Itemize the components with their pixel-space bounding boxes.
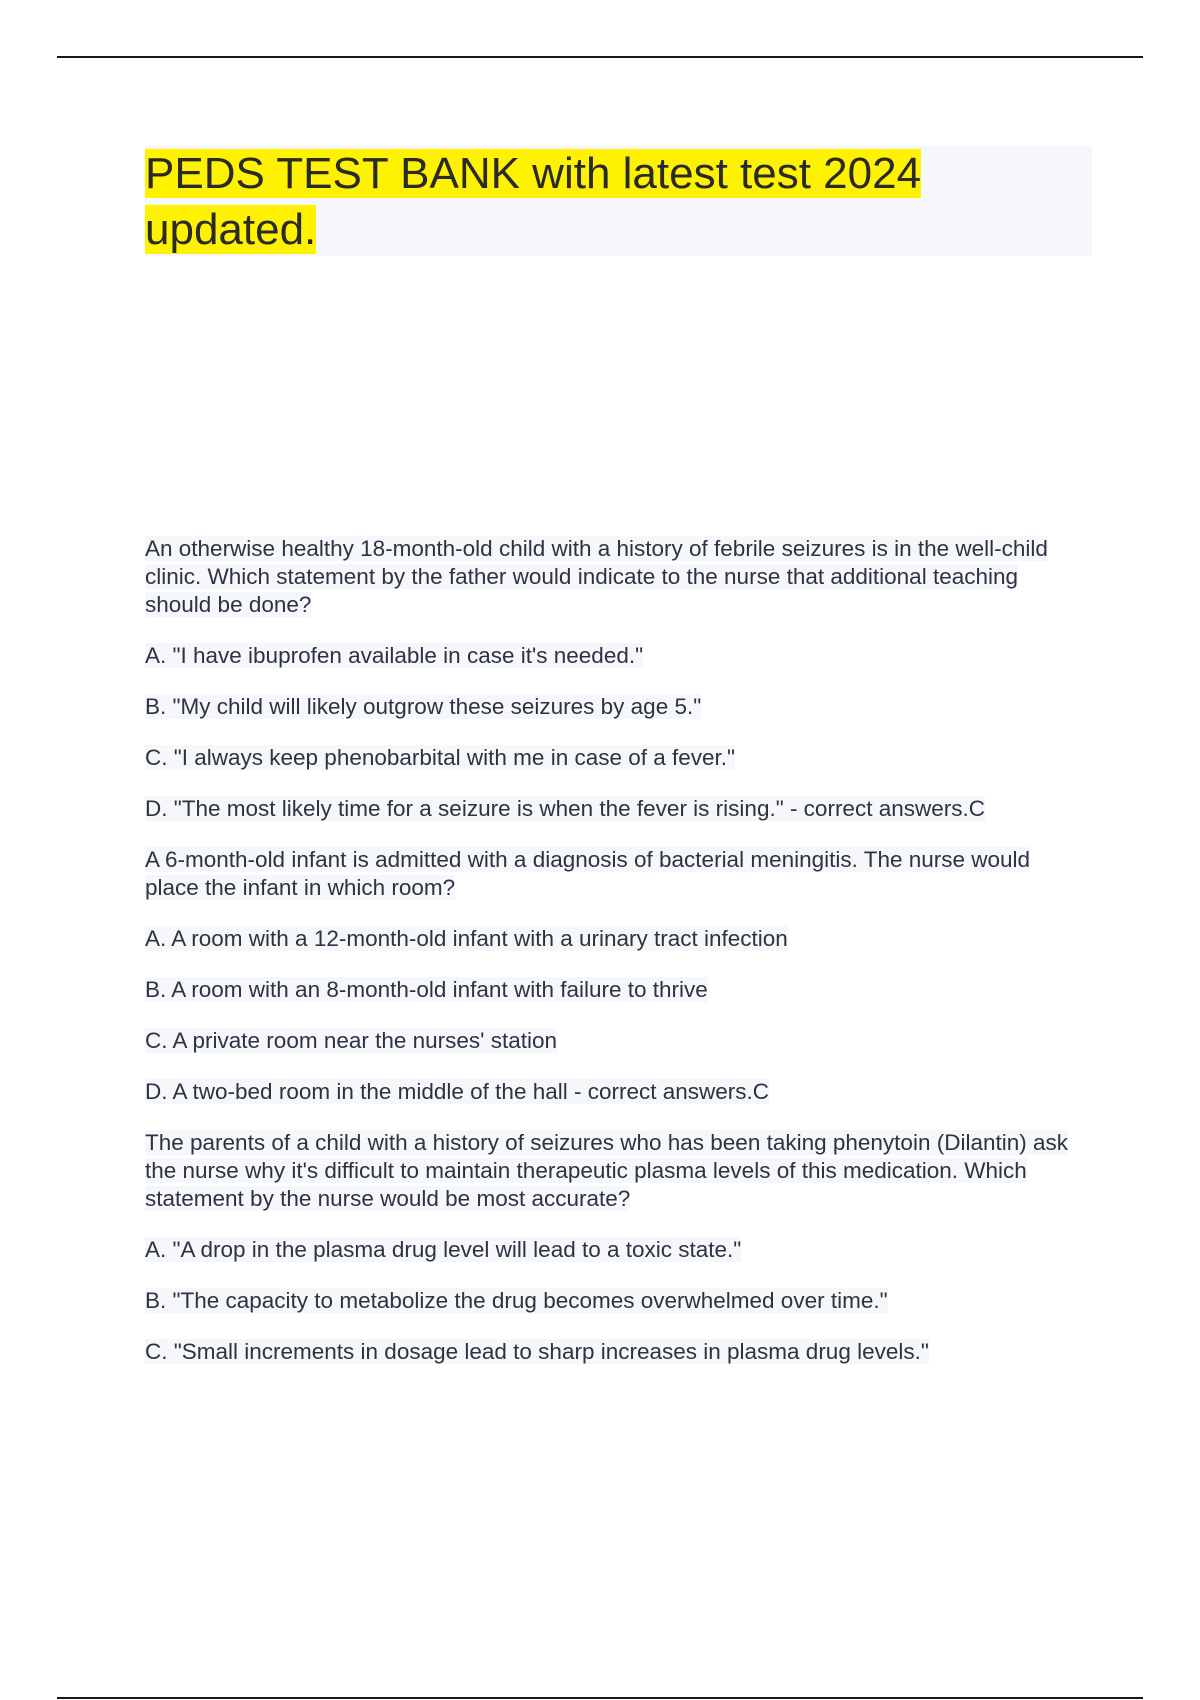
question-2-option-d xyxy=(145,1078,1085,1106)
question-2-option-b xyxy=(145,976,1085,1004)
question-1-option-c-text: C. "I always keep phenobarbital with me in case of a fever." xyxy=(145,745,736,770)
title-block xyxy=(145,146,1092,256)
question-3-option-a-text: A. "A drop in the plasma drug level will lead to a toxic state." xyxy=(145,1237,742,1262)
question-2-option-a-text: A. A room with a 12-month-old infant with a urinary tract infection xyxy=(145,926,788,951)
question-1-option-b-text: B. "My child will likely outgrow these seizures by age 5." xyxy=(145,694,702,719)
question-1-option-d-text: D. "The most likely time for a seizure is when the fever is rising." - correct answers.C xyxy=(145,796,985,821)
question-3-stem xyxy=(145,1129,1085,1213)
question-2-option-c xyxy=(145,1027,1085,1055)
top-rule xyxy=(57,56,1143,58)
question-3-option-c-text: C. "Small increments in dosage lead to sharp increases in plasma drug levels." xyxy=(145,1339,929,1364)
question-1-stem xyxy=(145,535,1085,619)
question-2-option-b-text: B. A room with an 8-month-old infant with failure to thrive xyxy=(145,977,708,1002)
question-2-option-c-text: C. A private room near the nurses' station xyxy=(145,1028,558,1053)
question-3-option-b xyxy=(145,1287,1085,1315)
question-1-option-d xyxy=(145,795,1085,823)
question-2-option-a xyxy=(145,925,1085,953)
question-1-option-c xyxy=(145,744,1085,772)
question-3-option-a xyxy=(145,1236,1085,1264)
question-1-option-b xyxy=(145,693,1085,721)
question-1-option-a-text: A. "I have ibuprofen available in case it's needed." xyxy=(145,643,644,668)
question-2-stem xyxy=(145,846,1085,902)
bottom-rule xyxy=(57,1697,1143,1699)
question-3-option-b-text: B. "The capacity to metabolize the drug becomes overwhelmed over time." xyxy=(145,1288,888,1313)
question-2-option-d-text: D. A two-bed room in the middle of the hall - correct answers.C xyxy=(145,1079,770,1104)
document-body xyxy=(145,535,1085,1389)
question-1-stem-text: An otherwise healthy 18-month-old child with a history of febrile seizures is in the well-child clinic. Which statement by the father would indicate to the nurse that additional teaching should be done? xyxy=(145,536,1048,617)
question-3-stem-text: The parents of a child with a history of seizures who has been taking phenytoin (Dilantin) ask the nurse why it's difficult to maintain therapeutic plasma levels of this medication. Which statement by the nurse would be most accurate? xyxy=(145,1130,1068,1211)
document-title xyxy=(145,146,1035,258)
document-title-text: PEDS TEST BANK with latest test 2024 updated. xyxy=(145,149,922,254)
question-2-stem-text: A 6-month-old infant is admitted with a diagnosis of bacterial meningitis. The nurse would place the infant in which room? xyxy=(145,847,1031,900)
question-3-option-c xyxy=(145,1338,1085,1366)
question-1-option-a xyxy=(145,642,1085,670)
